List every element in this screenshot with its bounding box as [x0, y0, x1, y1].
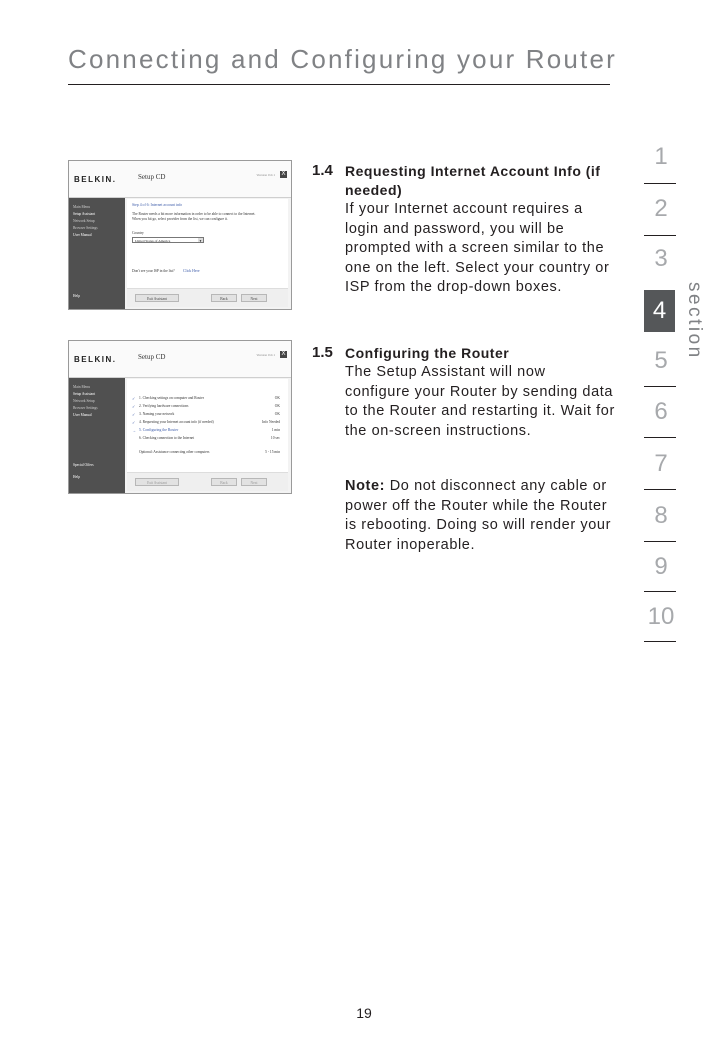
nav-item-user-manual: User Manual	[73, 413, 92, 417]
section-tab-1: 1	[654, 143, 668, 170]
close-icon: X	[281, 171, 286, 177]
section-tab-7: 7	[654, 450, 668, 477]
screenshot-main	[127, 199, 288, 307]
check-icon: ✓	[132, 396, 136, 401]
nav-item-help: Help	[73, 294, 80, 298]
page-number: 19	[356, 1005, 372, 1021]
step-status: Info Needed	[262, 420, 280, 424]
chevron-down-icon: ▼	[199, 239, 202, 243]
tab-divider	[644, 541, 676, 542]
section-tab-4: 4	[652, 297, 667, 324]
section-tab-4-active	[644, 290, 675, 332]
belkin-logo: BELKIN.	[74, 175, 117, 184]
section-tab-9: 9	[654, 553, 668, 580]
section-tab-3: 3	[654, 245, 668, 272]
section-number: 1.5	[312, 344, 333, 361]
step-label: 1. Checking settings on computer and Router	[139, 396, 204, 400]
back-button: Back	[211, 478, 237, 486]
arrow-right-icon: →	[132, 428, 136, 433]
note-paragraph	[345, 477, 615, 555]
tab-divider	[644, 641, 676, 642]
optional-label: Optional: Assistance connecting other computers	[139, 450, 210, 454]
section-tab-5: 5	[654, 347, 668, 374]
check-icon: ✓	[132, 420, 136, 425]
step-label: 2. Verifying hardware connections	[139, 404, 189, 408]
button-bar	[127, 472, 288, 491]
nav-item-browser-settings: Browser Settings	[73, 406, 98, 410]
button-bar	[127, 288, 288, 307]
screenshot-header	[69, 161, 291, 198]
exit-assistant-button: Exit Assistant	[135, 294, 179, 302]
version-label: Version 0.0.1	[256, 353, 275, 357]
belkin-logo: BELKIN.	[74, 355, 117, 364]
section-tab-6: 6	[654, 398, 668, 425]
page-title: Connecting and Configuring your Router	[68, 44, 617, 74]
step-status: OK	[274, 404, 280, 408]
nav-item-network-setup: Network Setup	[73, 219, 95, 223]
screenshot-header	[69, 341, 291, 378]
exit-assistant-button: Exit Assistant	[135, 478, 179, 486]
check-icon: ✓	[132, 412, 136, 417]
tab-divider	[644, 591, 676, 592]
tab-divider	[644, 437, 676, 438]
tab-divider	[644, 489, 676, 490]
tab-divider	[644, 386, 676, 387]
nav-item-browser-settings: Browser Settings	[73, 226, 98, 230]
screenshot-configuring-router	[68, 340, 292, 494]
nav-item-main-menu: Main Menu	[73, 205, 90, 209]
section-tab-2: 2	[654, 195, 668, 222]
window-title: Setup CD	[138, 173, 166, 181]
section-heading: Configuring the Router	[345, 345, 510, 361]
close-icon: X	[281, 351, 286, 357]
tab-divider	[644, 183, 676, 184]
step-label: 4. Requesting your Internet account info (if needed)	[139, 420, 214, 424]
step-label: 5. Configuring the Router	[139, 428, 179, 432]
step-text: The Router needs a bit more information in order to be able to connect to the Internet.	[132, 212, 256, 216]
step-status: 10 sec	[270, 436, 280, 440]
section-body: The Setup Assistant will now configure your Router by sending data to the Router and restarting it. Wait for the on-screen instructions.	[345, 364, 615, 439]
country-value: United States of America	[135, 239, 171, 243]
nav-item-special-offers: Special Offers	[73, 463, 94, 467]
step-text: When you hit go, select provider from the list, we can configure it.	[132, 217, 228, 221]
step-label: 6. Checking connection to the Internet	[139, 436, 195, 440]
screenshot-internet-account-info	[68, 160, 292, 310]
title-rule	[68, 84, 610, 85]
isp-text: Don't see your ISP in the list?	[132, 269, 175, 273]
section-label: section	[684, 282, 705, 360]
step-status: 1 min	[271, 428, 280, 432]
nav-item-setup-assistant: Setup Assistant	[73, 212, 96, 216]
nav-item-main-menu: Main Menu	[73, 385, 90, 389]
section-tab-10: 10	[647, 603, 675, 630]
section-body: If your Internet account requires a login and password, you will be prompted with a screen similar to the one on the left. Select your country or ISP from the drop-down boxes.	[345, 201, 610, 295]
nav-item-network-setup: Network Setup	[73, 399, 95, 403]
tab-divider	[644, 235, 676, 236]
optional-status: 5 - 15 min	[265, 450, 280, 454]
section-number: 1.4	[312, 162, 333, 179]
window-title: Setup CD	[138, 353, 166, 361]
section-tab-8: 8	[654, 502, 668, 529]
screenshot-main	[127, 379, 288, 491]
note-label: Note:	[345, 478, 386, 494]
nav-item-user-manual: User Manual	[73, 233, 92, 237]
version-label: Version 0.0.1	[256, 173, 275, 177]
back-button: Back	[211, 294, 237, 302]
country-label: Country	[132, 231, 144, 235]
step-heading: Step 4 of 6: Internet account info	[132, 203, 183, 207]
next-button: Next	[241, 478, 267, 486]
note-body: Do not disconnect any cable or power off the Router while the Router is rebooting. Doing so will render your Router inoperable.	[345, 478, 611, 553]
check-icon: ✓	[132, 404, 136, 409]
step-status: OK	[274, 412, 280, 416]
section-heading: Requesting Internet Account Info (if needed)	[345, 163, 601, 198]
nav-item-setup-assistant: Setup Assistant	[73, 392, 96, 396]
step-label: 3. Naming your network	[139, 412, 175, 416]
next-button: Next	[241, 294, 267, 302]
country-select	[132, 237, 204, 243]
step-status: OK	[274, 396, 280, 400]
isp-link: Click Here	[183, 269, 200, 273]
nav-item-help: Help	[73, 475, 80, 479]
